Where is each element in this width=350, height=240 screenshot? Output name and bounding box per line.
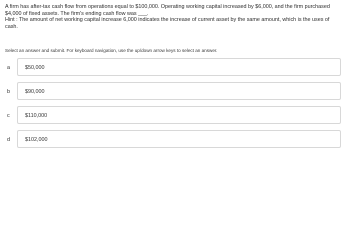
option-value: $102,000 (25, 137, 48, 143)
option-b[interactable] (4, 82, 344, 102)
question-hint-line-2: cash. (5, 23, 18, 30)
option-d[interactable] (4, 130, 344, 150)
option-letter: b (7, 89, 10, 95)
question-text (5, 4, 345, 30)
option-box[interactable] (17, 130, 341, 148)
option-value: $90,000 (25, 89, 45, 95)
option-value: $110,000 (25, 113, 48, 119)
option-letter: a (7, 65, 10, 71)
question-line-2: $4,000 of fixed assets. The firm's ending cash flow was ___. (5, 10, 149, 17)
option-letter: c (7, 113, 10, 119)
question-hint-line-1: Hint : The amount of net working capital increase 6,000 indicates the increase of current asset by the same amount, which is the uses of (5, 17, 330, 24)
question-line-1: A firm has after-tax cash flow from operations equal to $100,000. Operating working capital increased by $6,000, and the firm purchased (5, 4, 330, 10)
option-box[interactable] (17, 106, 341, 124)
option-letter: d (7, 137, 10, 143)
option-box[interactable] (17, 58, 341, 76)
answer-instruction: Select an answer and submit. For keyboard navigation, use the up/down arrow keys to select an answer. (5, 48, 218, 53)
answer-options (4, 58, 344, 154)
option-value: $50,000 (25, 65, 45, 71)
option-c[interactable] (4, 106, 344, 126)
option-box[interactable] (17, 82, 341, 100)
option-a[interactable] (4, 58, 344, 78)
